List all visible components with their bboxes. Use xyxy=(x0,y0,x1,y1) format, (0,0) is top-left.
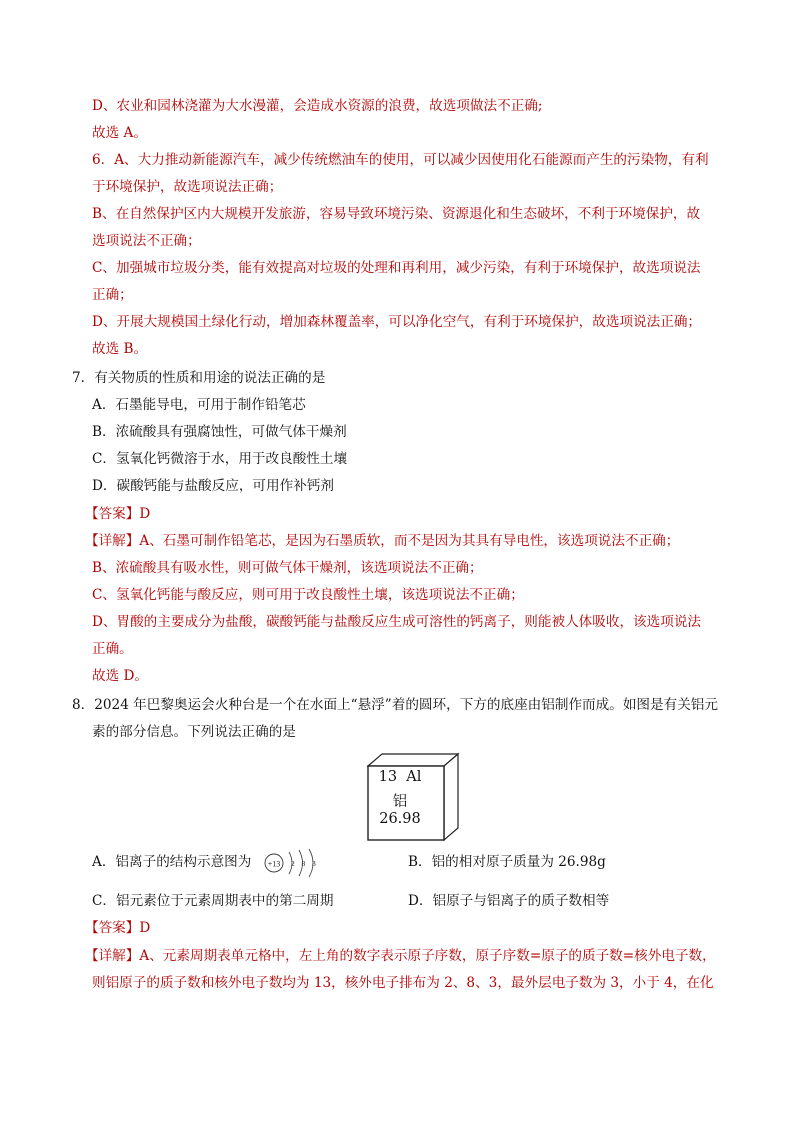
text-line: D、开展大规模国土绿化行动，增加森林覆盖率，可以净化空气，有利于环境保护，故选项说法正确； xyxy=(92,314,702,330)
detail-line: A、元素周期表单元格中，左上角的数字表示原子序数，原子序数=原子的质子数=核外电子数， xyxy=(139,948,716,964)
text-line: B、在自然保护区内大规模开发旅游，容易导致环境污染、资源退化和生态破坏，不利于环境保护，故 xyxy=(92,206,701,222)
question-7-detail xyxy=(85,532,679,552)
element-number-symbol xyxy=(368,769,432,785)
text-line: 故选 A。 xyxy=(92,125,147,141)
detail-tag: 【详解】 xyxy=(85,533,140,549)
answer-value: D xyxy=(139,506,151,522)
detail-line: B、浓硫酸具有吸水性，则可做气体干燥剂，该选项说法不正确； xyxy=(92,560,483,576)
text-line: 选项说法不正确； xyxy=(92,233,201,249)
question-7-option-c: C．氢氧化钙微溶于水，用于改良酸性土壤 xyxy=(92,451,348,467)
detail-line: C、氢氧化钙能与酸反应，则可用于改良酸性土壤，该选项说法不正确； xyxy=(92,587,524,603)
question-8-answer xyxy=(85,919,150,939)
question-7-option-b: B．浓硫酸具有强腐蚀性，可做气体干燥剂 xyxy=(92,424,347,440)
question-7-answer xyxy=(85,505,150,525)
atom-structure-diagram xyxy=(262,848,324,878)
question-8-option-b: B．铝的相对原子质量为 26.98g xyxy=(408,854,606,870)
answer-tag: 【答案】 xyxy=(85,920,140,936)
shell-3-electrons: 3 xyxy=(312,859,316,868)
question-7-stem: 7．有关物质的性质和用途的说法正确的是 xyxy=(72,370,326,386)
text-line: 6．A、大力推动新能源汽车，减少传统燃油车的使用，可以减少因使用化石能源而产生的污染物，有利 xyxy=(92,152,709,168)
answer-value: D xyxy=(139,920,151,936)
question-8-option-a: A．铝离子的结构示意图为 xyxy=(92,854,252,870)
shell-1-electrons: 2 xyxy=(291,859,295,868)
question-8-option-d: D．铝原子与铝离子的质子数相等 xyxy=(408,893,610,909)
question-7-option-d: D．碳酸钙能与盐酸反应，可用作补钙剂 xyxy=(92,478,334,494)
detail-line: 故选 D。 xyxy=(92,668,149,684)
text-line: 正确； xyxy=(92,287,133,303)
question-7-option-a: A．石墨能导电，可用于制作铅笔芯 xyxy=(92,397,306,413)
detail-line: D、胃酸的主要成分为盐酸，碳酸钙能与盐酸反应生成可溶性的钙离子，则能被人体吸收，该选项说法 xyxy=(92,614,702,630)
answer-tag: 【答案】 xyxy=(85,506,140,522)
atomic-number: 13 xyxy=(378,769,398,785)
nucleus-charge: +13 xyxy=(267,859,281,869)
element-symbol: Al xyxy=(406,769,422,785)
text-line: 故选 B。 xyxy=(92,341,148,357)
detail-line: 则铝原子的质子数和核外电子数均为 13，核外电子排布为 2、8、3，最外层电子数为 3，小于 4，在化 xyxy=(92,975,714,991)
shell-2-electrons: 8 xyxy=(301,859,306,868)
text-line: C、加强城市垃圾分类，能有效提高对垃圾的处理和再利用，减少污染，有利于环境保护，故选项说法 xyxy=(92,260,701,276)
question-8-option-c: C．铝元素位于元素周期表中的第二周期 xyxy=(92,893,334,909)
detail-line: 正确。 xyxy=(92,641,133,657)
atomic-mass: 26.98 xyxy=(379,811,421,827)
question-8-detail xyxy=(85,947,716,967)
detail-tag: 【详解】 xyxy=(85,948,140,964)
question-8-stem-line-2: 素的部分信息。下列说法正确的是 xyxy=(92,724,296,740)
text-line: 于环境保护，故选项说法正确； xyxy=(92,179,283,195)
question-8-stem-line-1: 8．2024 年巴黎奥运会火种台是一个在水面上“悬浮”着的圆环，下方的底座由铝制作而成。如图是有关铝元 xyxy=(72,697,718,713)
element-name: 铝 xyxy=(392,794,408,810)
text-line: D、农业和园林浇灌为大水漫灌，会造成水资源的浪费，故选项做法不正确; xyxy=(92,98,543,114)
detail-line: A、石墨可制作铅笔芯，是因为石墨质软，而不是因为其具有导电性，该选项说法不正确； xyxy=(139,533,680,549)
